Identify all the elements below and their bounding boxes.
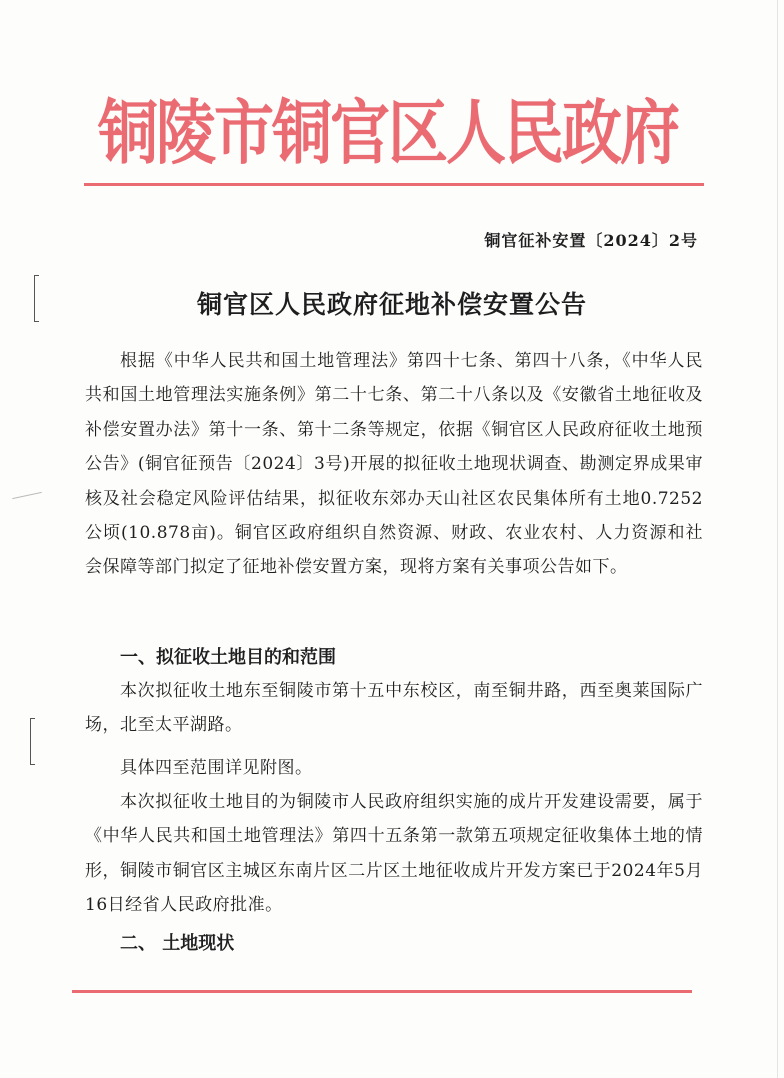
document-number: 铜官征补安置〔2024〕2号 [484,231,698,250]
section-heading-land-status: 二、 土地现状 [120,933,235,954]
scope-detail-paragraph: 具体四至范围详见附图。 [120,758,313,778]
scan-speck [12,492,42,499]
intro-paragraph: 根据《中华人民共和国土地管理法》第四十七条、第四十八条，《中华人民共和国土地管理法实施条例》第二十七条、第二十八条以及《安徽省土地征收及补偿安置办法》第十一条、第十二条等规定，依据《铜官区人民政府征收土地预公告》(铜官征预告〔2024〕3号)开展的拟征收土地现状调查、勘测定界成果审核及社会稳定风险评估结果，拟征收东郊办天山社区农民集体所有土地0.7252公顷(10.878亩)。铜官区政府组织自然资源、财政、农业农村、人力资源和社会保障等部门拟定了征地补偿安置方案，现将方案有关事项公告如下。 [85,351,703,578]
scope-paragraph: 本次拟征收土地东至铜陵市第十五中东校区，南至铜井路，西至奥莱国际广场，北至太平湖路。 [85,681,703,736]
footer-red-rule [72,990,692,993]
header-red-rule [84,183,704,186]
section-heading-purpose-scope: 一、拟征收土地目的和范围 [120,647,336,668]
binding-mark [30,718,35,765]
purpose-paragraph: 本次拟征收土地目的为铜陵市人民政府组织实施的成片开发建设需要，属于《中华人民共和国土地管理法》第四十五条第一款第五项规定征收集体土地的情形，铜陵市铜官区主城区东南片区二片区土地征收成片开发方案已于2024年5月16日经省人民政府批准。 [85,792,703,916]
page-edge [777,0,778,1078]
issuing-authority-header: 铜陵市铜官区人民政府 [98,93,678,175]
document-title: 铜官区人民政府征地补偿安置公告 [196,290,587,319]
